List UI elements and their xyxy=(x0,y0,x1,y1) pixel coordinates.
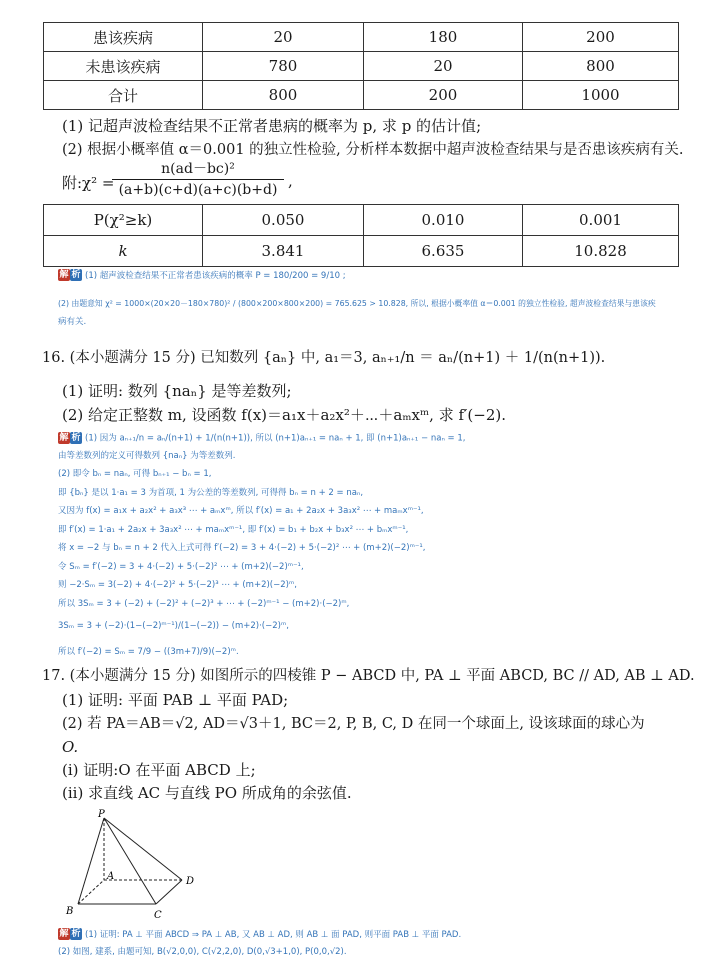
solution-15-line3: 病有关. xyxy=(58,317,87,327)
solution-15-line1: 解 析 (1) 超声波检查结果不正常者患该疾病的概率 P = 180/200 = 9/10 ; xyxy=(59,270,346,281)
edge-pc xyxy=(104,818,156,904)
solution-16-line: 由等差数列的定义可得数列 {naₙ} 为等差数列. xyxy=(58,450,236,461)
table-cell: 780 xyxy=(203,52,364,81)
q17-part2-cont: O. xyxy=(62,738,79,756)
q17-stem: 17. (本小题满分 15 分) 如图所示的四棱锥 P − ABCD 中, PA ⊥ 平面 ABCD, BC // AD, AB ⊥ AD. xyxy=(42,668,695,684)
label-d: D xyxy=(186,876,195,887)
q16-part2: (2) 给定正整数 m, 设函数 f(x)＝a₁x＋a₂x²＋⋯＋aₘxᵐ, 求 f′(−2). xyxy=(62,406,507,424)
table-cell: 6.635 xyxy=(364,236,523,267)
table-cell: 3.841 xyxy=(203,236,364,267)
table-cell: 20 xyxy=(203,23,364,52)
critical-value-table xyxy=(43,204,679,267)
solution-15-line2: (2) 由题意知 χ² = 1000×(20×20－180×780)² / (800×200×800×200) = 765.625 > 10.828, 所以, 根据小概率值 α＝0.001 的独立性检验, 超声波检查结果与患该疾 xyxy=(58,299,656,308)
q15-part2: (2) 根据小概率值 α＝0.001 的独立性检验, 分析样本数据中超声波检查结果与是否患该疾病有关. xyxy=(62,142,684,158)
table-row xyxy=(44,205,679,236)
table-cell: 未患该疾病 xyxy=(44,52,203,81)
solution-16-line: 将 x = −2 与 bₙ = n + 2 代入上式可得 f′(−2) = 3 + 4·(−2) + 5·(−2)² ⋯ + (m+2)(−2)ᵐ⁻¹, xyxy=(58,543,426,553)
table-cell: 1000 xyxy=(523,81,679,110)
fraction-bar xyxy=(112,179,284,180)
solution-badge: 解 析 xyxy=(59,270,81,280)
table-cell: P(χ²≥k) xyxy=(44,205,203,236)
table-cell: 200 xyxy=(364,81,523,110)
solution-17-line1: 解 析 (1) 证明: PA ⊥ 平面 ABCD ⇒ PA ⊥ AB, 又 AB ⊥ AD, 则 AB ⊥ 面 PAD, 则平面 PAB ⊥ 平面 PAD. xyxy=(59,929,462,940)
solution-16-line: 即 f′(x) = 1·a₁ + 2a₂x + 3a₃x² ⋯ + maₘxᵐ⁻¹, 即 f′(x) = b₁ + b₂x + b₃x² ⋯ + bₘxᵐ⁻¹, xyxy=(58,524,409,535)
solution-16-line: 又因为 f(x) = a₁x + a₂x² + a₃x³ ⋯ + aₘxᵐ, 所以 f′(x) = a₁ + 2a₂x + 3a₃x² ⋯ + maₘxᵐ⁻¹, xyxy=(58,506,424,516)
table-cell: 800 xyxy=(203,81,364,110)
q17-sub1: (i) 证明:O 在平面 ABCD 上; xyxy=(62,761,256,779)
solution-badge: 解 析 xyxy=(59,929,81,939)
table-row xyxy=(44,23,679,52)
table-cell: 800 xyxy=(523,52,679,81)
solution-16-line: (2) 即令 bₙ = naₙ, 可得 bₙ₊₁ − bₙ = 1, xyxy=(58,469,212,479)
pyramid-figure xyxy=(58,808,218,928)
table-cell: 0.050 xyxy=(203,205,364,236)
table-cell: 200 xyxy=(523,23,679,52)
table-cell: 0.010 xyxy=(364,205,523,236)
edge-pb xyxy=(78,818,104,904)
q17-part2: (2) 若 PA＝AB＝√2, AD＝√3＋1, BC＝2, P, B, C, D 在同一个球面上, 设该球面的球心为 xyxy=(62,716,645,732)
q17-part1: (1) 证明: 平面 PAB ⊥ 平面 PAD; xyxy=(62,691,289,709)
solution-16-line: 则 −2·Sₘ = 3(−2) + 4·(−2)² + 5·(−2)³ ⋯ + (m+2)(−2)ᵐ, xyxy=(58,580,297,590)
label-c: C xyxy=(154,910,162,921)
solution-16 xyxy=(58,430,465,665)
q17-sub2: (ii) 求直线 AC 与直线 PO 所成角的余弦值. xyxy=(62,784,352,802)
solution-16-line: 所以 f′(−2) = Sₘ = 7/9 − ((3m+7)/9)(−2)ᵐ. xyxy=(58,647,239,657)
table-cell: 0.001 xyxy=(523,205,679,236)
q16-part1: (1) 证明: 数列 {naₙ} 是等差数列; xyxy=(62,382,292,400)
solution-16-line: 令 Sₘ = f′(−2) = 3 + 4·(−2) + 5·(−2)² ⋯ + (m+2)(−2)ᵐ⁻¹, xyxy=(58,561,304,572)
label-p: P xyxy=(98,809,105,820)
chi-square-formula xyxy=(62,160,382,204)
solution-16-line: 解 析 (1) 因为 aₙ₊₁/n = aₙ/(n+1) + 1/(n(n+1)), 所以 (n+1)aₙ₊₁ = naₙ + 1, 即 (n+1)aₙ₊₁ − naₙ = 1, xyxy=(58,430,465,447)
solution-16-line: 所以 3Sₘ = 3 + (−2) + (−2)² + (−2)³ + ⋯ + (−2)ᵐ⁻¹ − (m+2)·(−2)ᵐ, xyxy=(58,598,350,609)
contingency-table xyxy=(43,22,679,110)
table-cell: 合计 xyxy=(44,81,203,110)
formula-denominator: (a+b)(c+d)(a+c)(b+d) xyxy=(118,182,278,198)
formula-prefix: 附:χ² = xyxy=(62,174,115,192)
solution-17-line2: (2) 如图, 建系, 由题可知, B(√2,0,0), C(√2,2,0), D(0,√3+1,0), P(0,0,√2). xyxy=(58,947,347,957)
label-b: B xyxy=(66,906,74,917)
edge-pd xyxy=(104,818,182,880)
formula-fraction xyxy=(112,160,284,199)
q16-stem: 16. (本小题满分 15 分) 已知数列 {aₙ} 中, a₁＝3, aₙ₊₁/n ＝ aₙ/(n+1) ＋ 1/(n(n+1)). xyxy=(42,350,606,366)
table-cell: 10.828 xyxy=(523,236,679,267)
solution-16-line: 3Sₘ = 3 + (−2)·(1−(−2)ᵐ⁻¹)/(1−(−2)) − (m+2)·(−2)ᵐ, xyxy=(58,621,289,631)
table-row xyxy=(44,236,679,267)
q15-part1: (1) 记超声波检查结果不正常者患病的概率为 p, 求 p 的估计值; xyxy=(62,117,482,135)
solution-16-line: 即 {bₙ} 是以 1·a₁ = 3 为首项, 1 为公差的等差数列, 可得得 bₙ = n + 2 = naₙ, xyxy=(58,487,364,498)
table-cell: 患该疾病 xyxy=(44,23,203,52)
solution-badge: 解 析 xyxy=(59,433,81,443)
table-cell: 180 xyxy=(364,23,523,52)
table-cell: 20 xyxy=(364,52,523,81)
edge-cd xyxy=(156,880,182,904)
label-a: A xyxy=(107,871,115,882)
table-row xyxy=(44,52,679,81)
table-row xyxy=(44,81,679,110)
formula-suffix: , xyxy=(288,172,293,190)
formula-numerator: n(ad－bc)² xyxy=(161,161,235,177)
table-cell: k xyxy=(44,236,203,267)
